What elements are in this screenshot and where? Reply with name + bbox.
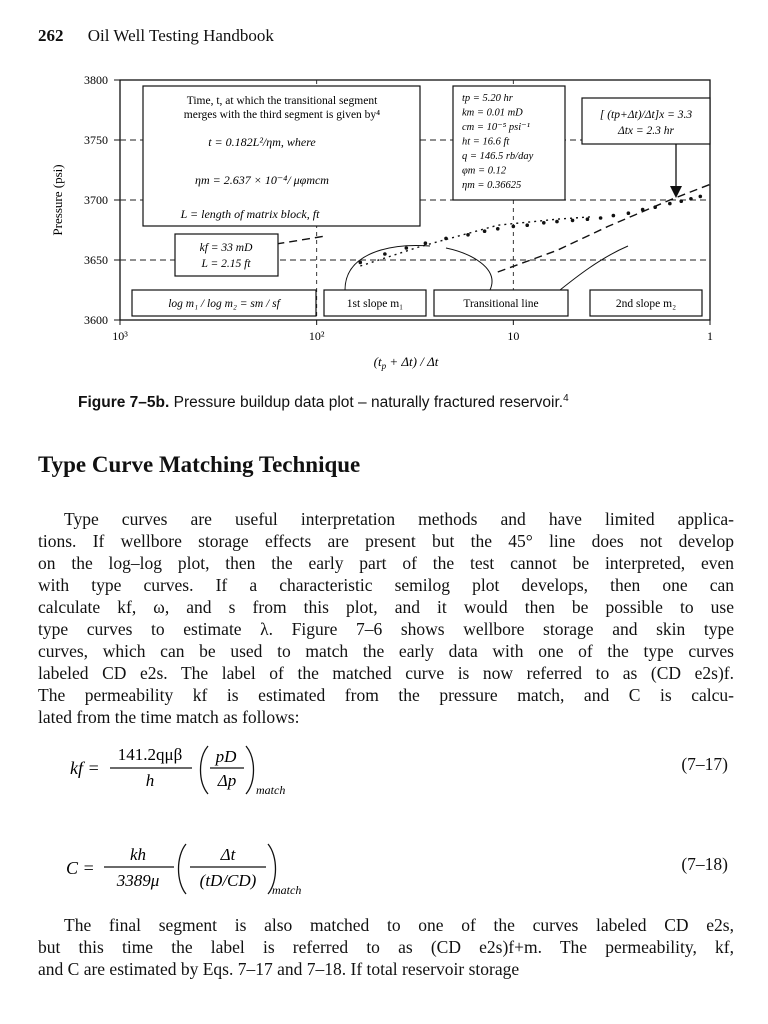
data-point bbox=[679, 199, 683, 203]
x-ticks bbox=[112, 320, 713, 343]
x-tick-label: 10 bbox=[507, 329, 520, 343]
pressure-buildup-chart bbox=[0, 68, 768, 378]
figure-caption-text: Pressure buildup data plot – naturally fractured reservoir. bbox=[173, 394, 564, 411]
x-tick-label: 1 bbox=[707, 329, 713, 343]
data-point bbox=[599, 216, 603, 220]
y-tick-label: 3600 bbox=[84, 313, 108, 327]
data-point bbox=[496, 227, 500, 231]
text-line: Type curves are useful interpretation methods and have limited applica- bbox=[64, 509, 734, 529]
text-line: The final segment is also matched to one of the curves labeled CD e2s, bbox=[64, 915, 734, 935]
time-box-line1: Time, t, at which the transitional segment bbox=[186, 95, 378, 107]
equation-7-18 bbox=[0, 836, 768, 916]
data-point bbox=[586, 217, 590, 221]
data-point bbox=[483, 229, 487, 233]
y-tick-label: 3650 bbox=[84, 253, 108, 267]
page-number: 262 bbox=[38, 26, 64, 45]
kf-box bbox=[175, 234, 278, 276]
figure-caption bbox=[78, 394, 569, 412]
text-line: and C are estimated by Eqs. 7–17 and 7–18. If total reservoir storage bbox=[38, 959, 520, 979]
data-point bbox=[444, 237, 448, 241]
text-line: with type curves. If a characteristic semilog plot develops, then one can bbox=[38, 575, 734, 595]
data-point bbox=[627, 211, 631, 215]
transitional-line-box bbox=[434, 290, 568, 316]
ratio-box-line2: Δtx = 2.3 hr bbox=[617, 125, 675, 137]
second-slope-label: 2nd slope m₂ bbox=[615, 298, 677, 310]
x-tick-label: 10³ bbox=[112, 329, 128, 343]
x-axis-label: $(t_p + \Delta t) / \Delta t$ bbox=[373, 354, 439, 371]
time-box-line5: L = length of matrix block, ft bbox=[180, 207, 320, 221]
second-slope-box bbox=[590, 290, 702, 316]
param-line: ηm = 0.36625 bbox=[462, 180, 522, 191]
param-line: q = 146.5 rb/day bbox=[462, 151, 534, 162]
data-point bbox=[405, 246, 409, 250]
eq2-number: (7–18) bbox=[681, 854, 728, 874]
data-point bbox=[653, 205, 657, 209]
time-equation-box bbox=[143, 86, 420, 226]
eq1-p-numerator: pD bbox=[215, 747, 237, 766]
data-point bbox=[699, 195, 703, 199]
text-line: on the log–log plot, then the early part of the test cannot be interpreted, even bbox=[38, 553, 734, 573]
text-line: labeled CD e2s. The label of the matched curve is now referred to as (CD e2s)f. bbox=[38, 663, 734, 683]
eq2-subscript: match bbox=[272, 883, 302, 897]
data-point bbox=[512, 225, 516, 229]
eq1-numerator: 141.2qμβ bbox=[117, 745, 183, 764]
data-point bbox=[689, 197, 693, 201]
data-point bbox=[571, 219, 575, 223]
log-ratio-box bbox=[132, 290, 316, 316]
text-line: type curves to estimate λ. Figure 7–6 shows wellbore storage and skin type bbox=[38, 619, 734, 639]
log-box-label: log m₁ / log m₂ = sm / sf bbox=[168, 298, 280, 310]
eq1-number: (7–17) bbox=[681, 754, 728, 774]
y-ticks bbox=[84, 73, 120, 327]
first-slope-box bbox=[324, 290, 426, 316]
kf-box-line1: kf = 33 mD bbox=[199, 242, 253, 254]
running-header bbox=[38, 26, 274, 46]
parameters-box bbox=[453, 86, 565, 200]
data-point bbox=[383, 252, 387, 256]
section-title: Type Curve Matching Technique bbox=[38, 452, 361, 477]
text-line: The permeability kf is estimated from the pressure match, and C is calcu- bbox=[38, 685, 734, 705]
data-point bbox=[668, 202, 672, 206]
first-slope-label: 1st slope m₁ bbox=[346, 298, 404, 310]
eq1-subscript: match bbox=[256, 783, 286, 797]
x-tick-label: 10² bbox=[308, 329, 325, 343]
time-box-line2: merges with the third segment is given by⁴ bbox=[183, 109, 381, 121]
text-line: tions. If wellbore storage effects are present but the 45° line does not develop bbox=[38, 531, 734, 551]
param-line: φm = 0.12 bbox=[462, 165, 507, 177]
eq1-p-denominator: Δp bbox=[217, 771, 237, 790]
eq2-denominator: 3389μ bbox=[116, 871, 160, 890]
data-point bbox=[555, 220, 559, 224]
data-point bbox=[612, 214, 616, 218]
y-axis-label: Pressure (psi) bbox=[50, 164, 65, 236]
data-point bbox=[424, 241, 428, 245]
eq2-p-numerator: Δt bbox=[220, 845, 236, 864]
data-point bbox=[542, 221, 546, 225]
book-title: Oil Well Testing Handbook bbox=[87, 26, 274, 45]
param-line: km = 0.01 mD bbox=[462, 107, 523, 119]
text-line: curves, which can be used to match the early data with one of the type curves bbox=[38, 641, 734, 661]
text-line: calculate kf, ω, and s from this plot, and it would then be possible to use bbox=[38, 597, 734, 617]
y-tick-label: 3700 bbox=[84, 193, 108, 207]
param-line: cm = 10⁻⁵ psi⁻¹ bbox=[462, 122, 530, 133]
equation-7-17 bbox=[0, 738, 768, 818]
ratio-box-line1: [ (tp+Δt)/Δt]x = 3.3 bbox=[599, 109, 693, 121]
data-point bbox=[641, 208, 645, 212]
eq2-p-denominator: (tD/CD) bbox=[199, 871, 257, 890]
data-point bbox=[466, 233, 470, 237]
eq2-numerator: kh bbox=[129, 845, 147, 864]
param-line: tp = 5.20 hr bbox=[462, 93, 513, 104]
y-tick-label: 3800 bbox=[84, 73, 108, 87]
ratio-box bbox=[582, 98, 710, 144]
text-line: but this time the label is referred to as (CD e2s)f+m. The permeability, kf, bbox=[38, 937, 734, 957]
data-point bbox=[525, 223, 529, 227]
time-box-line3: t = 0.182L²/ηm, where bbox=[208, 135, 316, 149]
figure-caption-ref: 4 bbox=[563, 392, 569, 404]
text-line: lated from the time match as follows: bbox=[38, 707, 300, 727]
eq1-lhs: kf = bbox=[70, 758, 100, 778]
param-line: ht = 16.6 ft bbox=[462, 136, 510, 148]
kf-box-line2: L = 2.15 ft bbox=[201, 258, 251, 270]
transitional-label: Transitional line bbox=[463, 298, 539, 310]
figure-label: Figure 7–5b. bbox=[78, 394, 170, 411]
time-box-line4: ηm = 2.637 × 10⁻⁴/ μφmcm bbox=[195, 173, 329, 187]
y-tick-label: 3750 bbox=[84, 133, 108, 147]
eq2-lhs: C = bbox=[66, 858, 95, 878]
eq1-denominator: h bbox=[145, 771, 155, 790]
